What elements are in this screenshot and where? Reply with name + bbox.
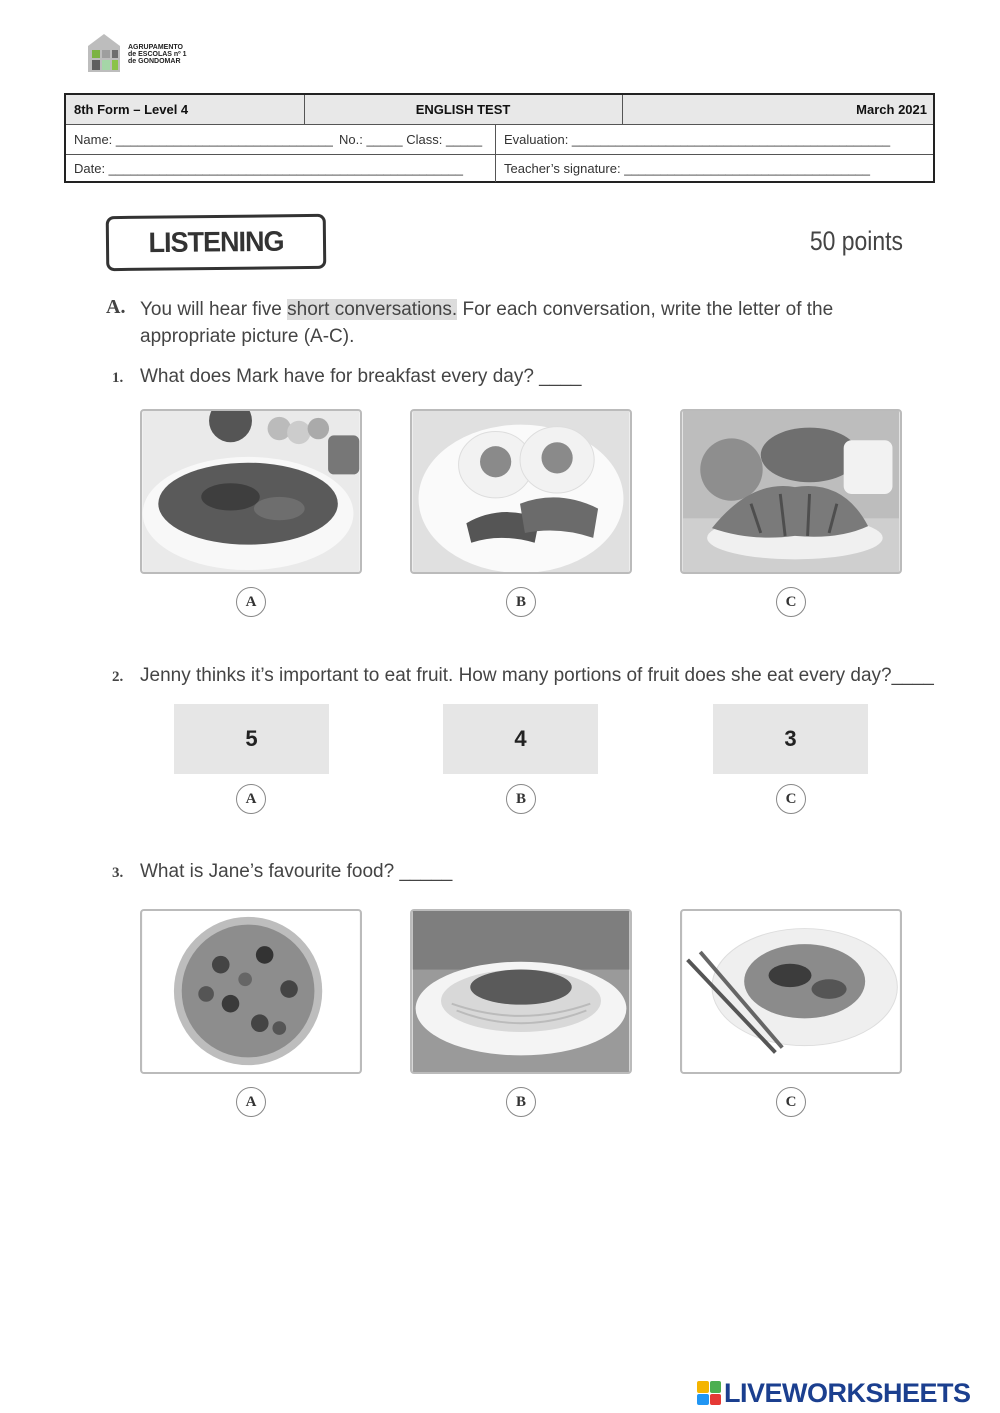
school-name: AGRUPAMENTO de ESCOLAS nº 1 de GONDOMAR bbox=[128, 44, 187, 65]
name-field[interactable]: Name: ______________________________ bbox=[74, 131, 333, 147]
liveworksheets-icon bbox=[697, 1381, 721, 1405]
section-letter: A. bbox=[106, 296, 126, 318]
evaluation-field[interactable]: Evaluation: ____________________________________________ bbox=[504, 131, 891, 147]
question-1-number: 1. bbox=[112, 370, 124, 386]
spaghetti-picture[interactable] bbox=[410, 909, 632, 1074]
q1-option-a[interactable]: A bbox=[236, 587, 266, 617]
question-1-text: What does Mark have for breakfast every day? ____ bbox=[140, 366, 582, 387]
q1-option-b[interactable]: B bbox=[506, 587, 536, 617]
date-field[interactable]: Date: _________________________________________________ bbox=[74, 160, 463, 176]
fried-eggs-bacon-picture[interactable] bbox=[410, 409, 632, 574]
signature-field[interactable]: Teacher’s signature: __________________________________ bbox=[504, 160, 871, 176]
q3-option-c[interactable]: C bbox=[776, 1087, 806, 1117]
brand-text: LIVEWORKSHEETS bbox=[724, 1377, 971, 1408]
croissant-breakfast-icon bbox=[682, 411, 900, 572]
fried-eggs-bacon-icon bbox=[412, 411, 630, 572]
q3-option-b[interactable]: B bbox=[506, 1087, 536, 1117]
form-level: 8th Form – Level 4 bbox=[74, 102, 189, 117]
q2-value-c: 3 bbox=[713, 704, 868, 774]
test-title: ENGLISH TEST bbox=[415, 102, 511, 117]
question-2-number: 2. bbox=[112, 669, 124, 685]
cereal-bowl-icon bbox=[142, 411, 360, 572]
section-badge: LISTENING bbox=[106, 214, 327, 271]
school-building-icon bbox=[84, 28, 126, 74]
q2-option-b[interactable]: B bbox=[506, 784, 536, 814]
q2-option-c[interactable]: C bbox=[776, 784, 806, 814]
section-points: 50 points bbox=[809, 226, 903, 256]
cereal-bowl-picture[interactable] bbox=[140, 409, 362, 574]
q2-value-b: 4 bbox=[443, 704, 598, 774]
spaghetti-icon bbox=[412, 911, 630, 1072]
test-date: March 2021 bbox=[856, 102, 927, 117]
header-table bbox=[64, 93, 935, 183]
section-instruction: You will hear five short conversations. For each conversation, write the letter of the appropriate picture (A-C). bbox=[140, 299, 834, 347]
noodles-chopsticks-picture[interactable] bbox=[680, 909, 902, 1074]
question-2-text: Jenny thinks it’s important to eat fruit. How many portions of fruit does she eat every day?____ bbox=[140, 665, 934, 686]
pizza-icon bbox=[142, 911, 360, 1072]
croissant-breakfast-picture[interactable] bbox=[680, 409, 902, 574]
q2-option-a[interactable]: A bbox=[236, 784, 266, 814]
liveworksheets-logo[interactable] bbox=[697, 1376, 971, 1410]
question-3-number: 3. bbox=[112, 865, 124, 881]
pizza-picture[interactable] bbox=[140, 909, 362, 1074]
number-class-field[interactable]: No.: _____ Class: _____ bbox=[339, 131, 483, 147]
q2-value-a: 5 bbox=[174, 704, 329, 774]
noodles-chopsticks-icon bbox=[682, 911, 900, 1072]
question-3-text: What is Jane’s favourite food? _____ bbox=[140, 861, 453, 882]
q3-option-a[interactable]: A bbox=[236, 1087, 266, 1117]
q1-option-c[interactable]: C bbox=[776, 587, 806, 617]
school-logo bbox=[84, 28, 204, 74]
